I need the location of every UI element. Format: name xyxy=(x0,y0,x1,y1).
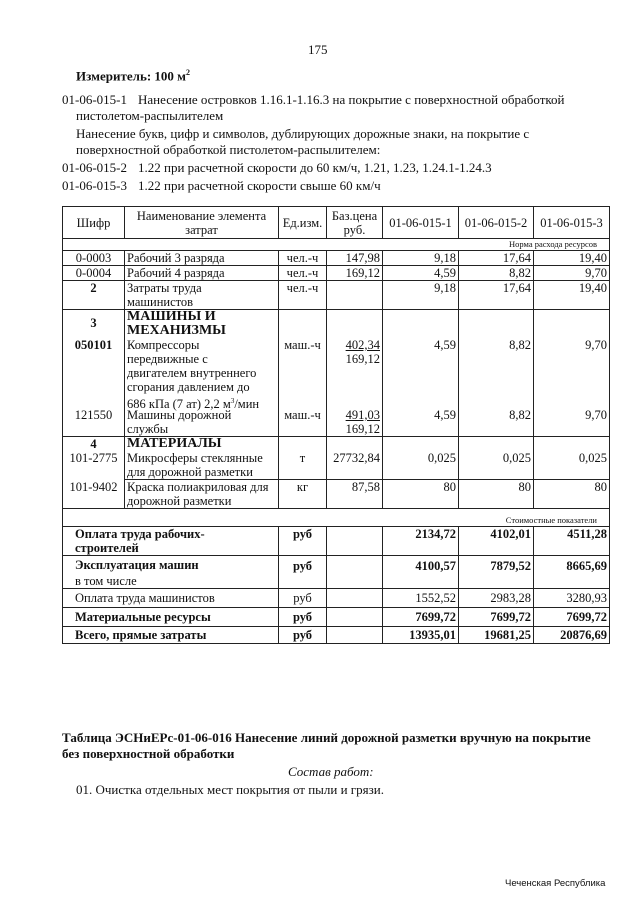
cell-v3: 9,70 xyxy=(534,266,610,281)
section-code: 3 xyxy=(90,316,97,330)
intro-line-1: Нанесение букв, цифр и символов, дублирующих дорожные знаки, на покрытие с xyxy=(76,126,530,141)
total-name xyxy=(63,527,279,556)
cell-v2: 17,64 xyxy=(459,251,534,266)
name-line-last xyxy=(127,394,276,412)
cell-name: МАТЕРИАЛЫ xyxy=(125,437,279,452)
item-text-2: 1.22 при расчетной скорости до 60 км/ч, 1.21, 1.23, 1.24.1-1.24.3 xyxy=(138,160,492,175)
cell-unit: кг xyxy=(279,480,327,509)
footer-region: Чеченская Республика xyxy=(505,878,606,889)
col-header: Шифр xyxy=(63,207,125,239)
name-line: сгорания давлением до xyxy=(127,380,250,394)
cell-v1: 80 xyxy=(383,480,459,509)
name-line: Эксплуатация машин xyxy=(75,558,199,572)
total-unit: руб xyxy=(279,589,327,608)
cell-code: 101-2775 xyxy=(63,451,125,480)
meter-label xyxy=(76,68,190,84)
total-name: Материальные ресурсы xyxy=(63,608,279,627)
item-text-1b: пистолетом-распылителем xyxy=(76,108,224,123)
total-row xyxy=(63,556,610,589)
cell-code xyxy=(63,310,125,409)
next-table-title-2: без поверхностной обработки xyxy=(62,746,235,761)
value-text: 8,82 xyxy=(509,338,531,352)
cell-v1: 0,025 xyxy=(383,451,459,480)
total-v2: 19681,25 xyxy=(459,627,534,644)
cell-empty xyxy=(327,589,383,608)
name-line: для дорожной разметки xyxy=(127,465,253,479)
cell-name xyxy=(125,480,279,509)
meter-sup: 2 xyxy=(186,68,191,77)
cell-v2: 8,82 xyxy=(459,266,534,281)
name-line: Компрессоры xyxy=(127,338,200,352)
name-line-end: /мин xyxy=(234,397,260,412)
price-text-2: 169,12 xyxy=(345,422,380,436)
total-v3: 4511,28 xyxy=(534,527,610,556)
total-row xyxy=(63,527,610,556)
table-row xyxy=(63,281,610,310)
name-line: дорожной разметки xyxy=(127,494,232,508)
cell-empty xyxy=(383,437,459,452)
cell-empty xyxy=(327,556,383,589)
cell-code: 0-0004 xyxy=(63,266,125,281)
name-line: в том числе xyxy=(75,574,137,588)
cell-name: Рабочий 4 разряда xyxy=(125,266,279,281)
total-row xyxy=(63,589,610,608)
total-unit: руб xyxy=(279,556,327,589)
cell-price: 169,12 xyxy=(327,266,383,281)
unit-text: маш.-ч xyxy=(284,338,321,352)
cell-price xyxy=(327,281,383,310)
total-name: Всего, прямые затраты xyxy=(63,627,279,644)
cell-unit: т xyxy=(279,451,327,480)
name-line: машинистов xyxy=(127,295,194,309)
total-unit: руб xyxy=(279,608,327,627)
col-header: 01-06-015-3 xyxy=(534,207,610,239)
item-text-3: 1.22 при расчетной скорости свыше 60 км/ч xyxy=(138,178,381,193)
total-v2: 2983,28 xyxy=(459,589,534,608)
total-v1: 1552,52 xyxy=(383,589,459,608)
cell-v1: 9,18 xyxy=(383,251,459,266)
cell-v2: 8,82 xyxy=(459,408,534,437)
cell-v1: 4,59 xyxy=(383,266,459,281)
item-code-1: 01-06-015-1 xyxy=(62,92,127,107)
cell-empty xyxy=(327,527,383,556)
cell-v1: 4,59 xyxy=(383,408,459,437)
section-line: МЕХАНИЗМЫ xyxy=(127,323,226,338)
cell-v3 xyxy=(534,310,610,409)
cell-name xyxy=(125,451,279,480)
cell-unit: маш.-ч xyxy=(279,408,327,437)
cell-unit: чел.-ч xyxy=(279,266,327,281)
cell-unit xyxy=(279,310,327,409)
price-text-2: 169,12 xyxy=(345,352,380,366)
meter-text: Измеритель: 100 м xyxy=(76,68,187,84)
cell-code: 2 xyxy=(63,281,125,310)
cell-v3: 9,70 xyxy=(534,408,610,437)
cell-v1 xyxy=(383,310,459,409)
name-line: Машины дорожной xyxy=(127,408,232,422)
cell-empty xyxy=(327,437,383,452)
price-text: 402,34 xyxy=(345,338,380,352)
cell-name xyxy=(125,281,279,310)
resource-table xyxy=(62,206,610,644)
cell-name: Рабочий 3 разряда xyxy=(125,251,279,266)
cell-v2: 17,64 xyxy=(459,281,534,310)
col-header: Ед.изм. xyxy=(279,207,327,239)
table-row xyxy=(63,310,610,409)
col-header: Наименование элемента затрат xyxy=(125,207,279,239)
intro-line-2: поверхностной обработкой пистолетом-распылителем: xyxy=(76,142,381,157)
machine-code: 050101 xyxy=(74,338,113,352)
col-header: 01-06-015-1 xyxy=(383,207,459,239)
item-text-1: Нанесение островков 1.16.1-1.16.3 на покрытие с поверхностной обработкой xyxy=(138,92,565,107)
table-row xyxy=(63,408,610,437)
name-line: передвижные с xyxy=(127,352,208,366)
total-v3: 3280,93 xyxy=(534,589,610,608)
next-table-title: Таблица ЭСНиЕРс-01-06-016 Нанесение линий дорожной разметки вручную на покрытие xyxy=(62,730,591,745)
cell-v2 xyxy=(459,310,534,409)
total-unit: руб xyxy=(279,627,327,644)
cell-code: 101-9402 xyxy=(63,480,125,509)
work-item-1: 01. Очистка отдельных мест покрытия от пыли и грязи. xyxy=(76,782,384,797)
value-text: 9,70 xyxy=(585,338,607,352)
works-label: Состав работ: xyxy=(288,764,374,779)
norm-label-row xyxy=(63,239,610,251)
cell-price: 87,58 xyxy=(327,480,383,509)
total-v1: 4100,57 xyxy=(383,556,459,589)
total-unit: руб xyxy=(279,527,327,556)
cell-price xyxy=(327,310,383,409)
table-row xyxy=(63,437,610,452)
name-line-text: 686 кПа (7 ат) 2,2 м xyxy=(127,397,231,412)
price-text: 491,03 xyxy=(345,408,380,422)
name-line: Оплата труда рабочих- xyxy=(75,527,205,541)
cell-v2: 80 xyxy=(459,480,534,509)
total-v1: 2134,72 xyxy=(383,527,459,556)
cell-v3: 80 xyxy=(534,480,610,509)
table-row xyxy=(63,251,610,266)
cell-price xyxy=(327,408,383,437)
cell-name xyxy=(125,309,279,412)
cell-v3: 19,40 xyxy=(534,251,610,266)
total-v1: 7699,72 xyxy=(383,608,459,627)
item-code-3: 01-06-015-3 xyxy=(62,178,127,193)
cost-label-row xyxy=(63,509,610,527)
total-row xyxy=(63,627,610,644)
name-line: Микросферы стеклянные xyxy=(127,451,263,465)
table-row xyxy=(63,480,610,509)
cell-empty xyxy=(279,437,327,452)
cell-empty xyxy=(327,627,383,644)
cell-v2: 0,025 xyxy=(459,451,534,480)
total-v2: 7879,52 xyxy=(459,556,534,589)
name-line: Затраты труда xyxy=(127,281,202,295)
cell-price: 147,98 xyxy=(327,251,383,266)
cell-price: 27732,84 xyxy=(327,451,383,480)
col-header: Баз.цена руб. xyxy=(327,207,383,239)
cell-unit: чел.-ч xyxy=(279,281,327,310)
cell-v3: 0,025 xyxy=(534,451,610,480)
total-v1: 13935,01 xyxy=(383,627,459,644)
norm-label: Норма расхода ресурсов xyxy=(63,239,610,251)
total-v3: 20876,69 xyxy=(534,627,610,644)
value-text: 4,59 xyxy=(434,338,456,352)
table-row xyxy=(63,266,610,281)
total-name xyxy=(63,556,279,589)
cell-code: 4 xyxy=(63,437,125,452)
cell-v1: 9,18 xyxy=(383,281,459,310)
cell-v3: 19,40 xyxy=(534,281,610,310)
section-line: МАШИНЫ И xyxy=(127,309,216,324)
name-line: службы xyxy=(127,422,169,436)
total-v2: 7699,72 xyxy=(459,608,534,627)
total-v3: 8665,69 xyxy=(534,556,610,589)
name-line: Краска полиакриловая для xyxy=(127,480,269,494)
name-line: двигателем внутреннего xyxy=(127,366,257,380)
table-header-row xyxy=(63,207,610,239)
page-number: 175 xyxy=(308,42,328,57)
cell-name xyxy=(125,408,279,437)
total-v2: 4102,01 xyxy=(459,527,534,556)
name-line-sup: 3 xyxy=(230,397,235,405)
cell-empty xyxy=(534,437,610,452)
cell-empty xyxy=(327,608,383,627)
cell-unit: чел.-ч xyxy=(279,251,327,266)
cell-empty xyxy=(459,437,534,452)
total-name: Оплата труда машинистов xyxy=(63,589,279,608)
table-row xyxy=(63,451,610,480)
total-v3: 7699,72 xyxy=(534,608,610,627)
item-code-2: 01-06-015-2 xyxy=(62,160,127,175)
col-header: 01-06-015-2 xyxy=(459,207,534,239)
cost-label: Стоимостные показатели xyxy=(63,509,610,527)
name-line: строителей xyxy=(75,541,139,555)
cell-code: 121550 xyxy=(63,408,125,437)
total-row xyxy=(63,608,610,627)
cell-code: 0-0003 xyxy=(63,251,125,266)
